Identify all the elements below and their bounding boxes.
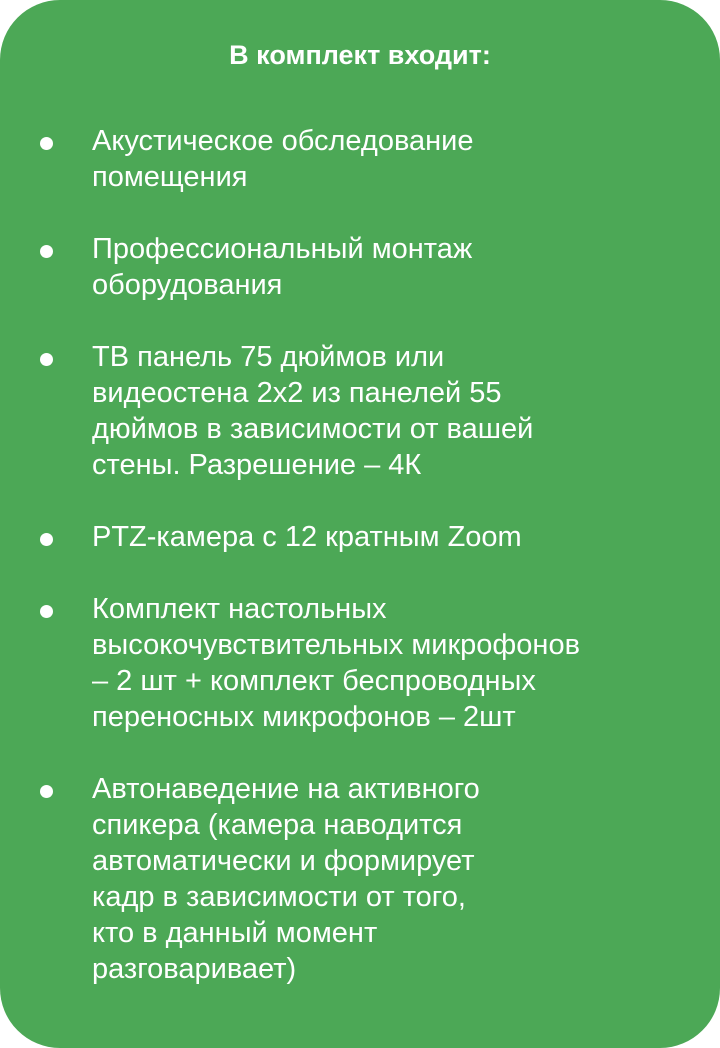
bullet-icon xyxy=(40,137,53,150)
card-title: В комплект входит: xyxy=(229,40,491,70)
bullet-icon xyxy=(40,605,53,618)
bullet-icon xyxy=(40,245,53,258)
list-item-text: Автонаведение на активного спикера (камера наводится автоматически и формирует кадр в зависимости от того, кто в данный момент разговаривает) xyxy=(92,773,480,985)
list-item-text: Комплект настольных высокочувствительных микрофонов – 2 шт + комплект беспроводных переносных микрофонов – 2шт xyxy=(92,593,580,733)
bullet-icon xyxy=(40,533,53,546)
bullet-icon xyxy=(40,785,53,798)
bullet-icon xyxy=(40,353,53,366)
list-item-text: Акустическое обследование помещения xyxy=(92,125,474,193)
list-item-text: ТВ панель 75 дюймов или видеостена 2х2 из панелей 55 дюймов в зависимости от вашей стены. Разрешение – 4К xyxy=(92,341,534,481)
list-item-text: PTZ-камера с 12 кратным Zoom xyxy=(92,521,522,553)
list-item-text: Профессиональный монтаж оборудования xyxy=(92,233,473,301)
